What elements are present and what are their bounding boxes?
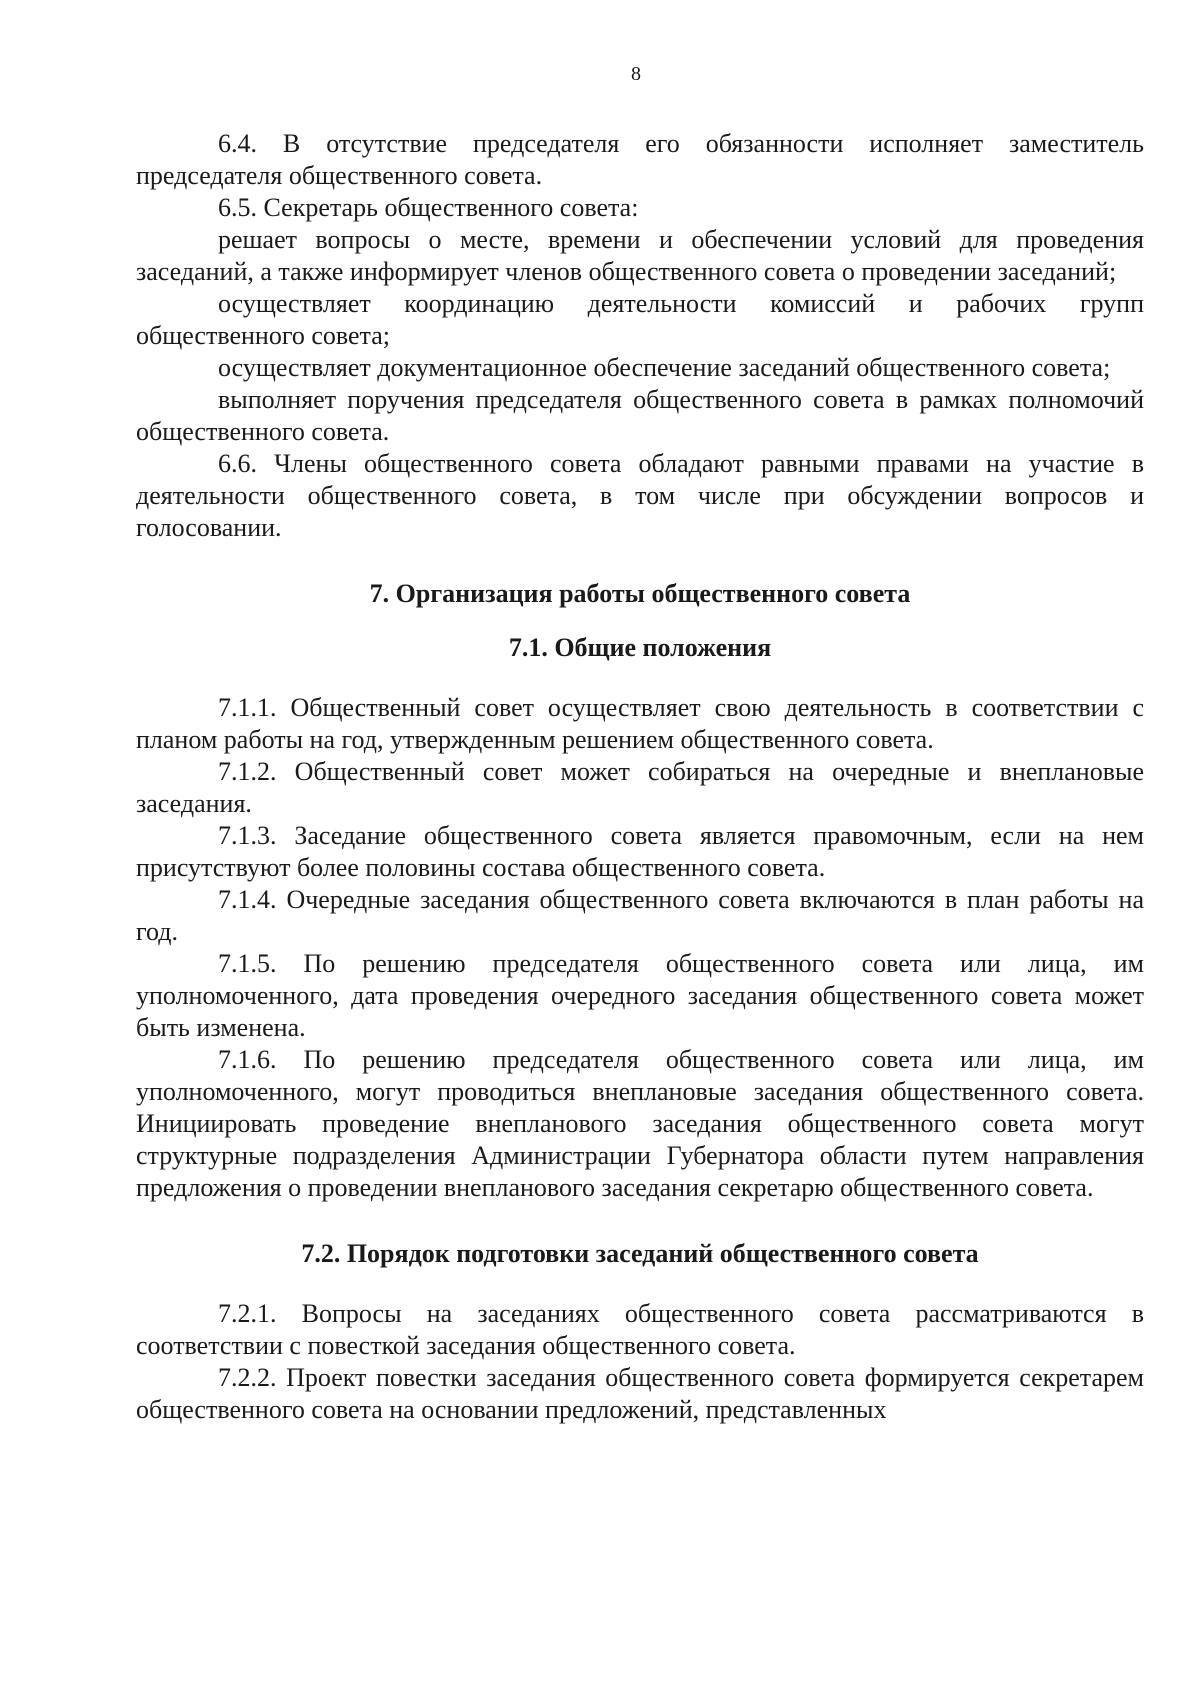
page-number: 8 <box>631 63 641 85</box>
subsection-7-1-heading: 7.1. Общие положения <box>508 633 772 662</box>
paragraph-6-5: 6.5. Секретарь общественного совета: <box>218 193 639 222</box>
document-page <box>136 62 1144 1426</box>
paragraph-7-1-3: 7.1.3. Заседание общественного совета является правомочным, если на нем присутствуют более половины состава общественного совета. <box>136 821 1144 882</box>
section-7-heading: 7. Организация работы общественного совета <box>369 579 911 608</box>
paragraph-6-5-item-2: осуществляет координацию деятельности комиссий и рабочих групп общественного совета; <box>136 289 1144 350</box>
paragraph-6-6: 6.6. Члены общественного совета обладают равными правами на участие в деятельности общественного совета, в том числе при обсуждении вопросов и голосовании. <box>136 449 1144 542</box>
paragraph-7-2-2: 7.2.2. Проект повестки заседания общественного совета формируется секретарем общественного совета на основании предложений, представленных <box>136 1363 1144 1424</box>
paragraph-7-1-1: 7.1.1. Общественный совет осуществляет свою деятельность в соответствии с планом работы на год, утвержденным решением общественного совета. <box>136 693 1144 754</box>
paragraph-7-2-1: 7.2.1. Вопросы на заседаниях общественного совета рассматриваются в соответствии с повесткой заседания общественного совета. <box>136 1299 1144 1360</box>
paragraph-6-5-item-4: выполняет поручения председателя общественного совета в рамках полномочий общественного совета. <box>136 385 1144 446</box>
paragraph-6-5-item-1: решает вопросы о месте, времени и обеспечении условий для проведения заседаний, а также информирует членов общественного совета о проведении заседаний; <box>136 225 1144 286</box>
paragraph-6-5-item-3: осуществляет документационное обеспечение заседаний общественного совета; <box>218 353 1111 382</box>
paragraph-7-1-2: 7.1.2. Общественный совет может собираться на очередные и внеплановые заседания. <box>136 757 1144 818</box>
paragraph-7-1-5: 7.1.5. По решению председателя общественного совета или лица, им уполномоченного, дата проведения очередного заседания общественного совета может быть изменена. <box>136 949 1144 1042</box>
paragraph-7-1-4: 7.1.4. Очередные заседания общественного совета включаются в план работы на год. <box>136 885 1144 946</box>
subsection-7-2-heading: 7.2. Порядок подготовки заседаний общественного совета <box>301 1239 979 1268</box>
paragraph-6-4: 6.4. В отсутствие председателя его обязанности исполняет заместитель председателя общественного совета. <box>136 129 1144 190</box>
paragraph-7-1-6: 7.1.6. По решению председателя общественного совета или лица, им уполномоченного, могут проводиться внеплановые заседания общественного совета. Инициировать проведение внепланового заседания общественного совета могут структурные подразделения Администрации Губернатора области путем направления предложения о проведении внепланового заседания секретарю общественного совета. <box>136 1045 1144 1202</box>
